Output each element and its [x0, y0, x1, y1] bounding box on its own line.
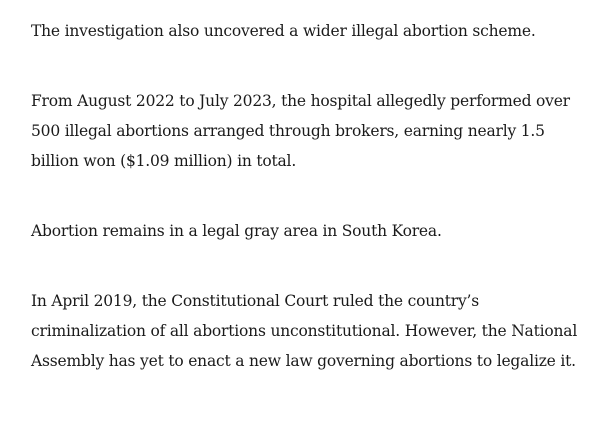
article-paragraph: Abortion remains in a legal gray area in South Korea.: [31, 222, 442, 240]
article-paragraph: The investigation also uncovered a wider illegal abortion scheme.: [31, 22, 536, 40]
article-paragraph: In April 2019, the Constitutional Court ruled the country’s criminalization of all abortions unconstitutional. However, the National Assembly has yet to enact a new law governing abortions to legalize it.: [31, 292, 578, 370]
article-body: [31, 16, 591, 376]
article-paragraph: From August 2022 to July 2023, the hospital allegedly performed over 500 illegal abortions arranged through brokers, earning nearly 1.5 billion won ($1.09 million) in total.: [31, 92, 570, 170]
